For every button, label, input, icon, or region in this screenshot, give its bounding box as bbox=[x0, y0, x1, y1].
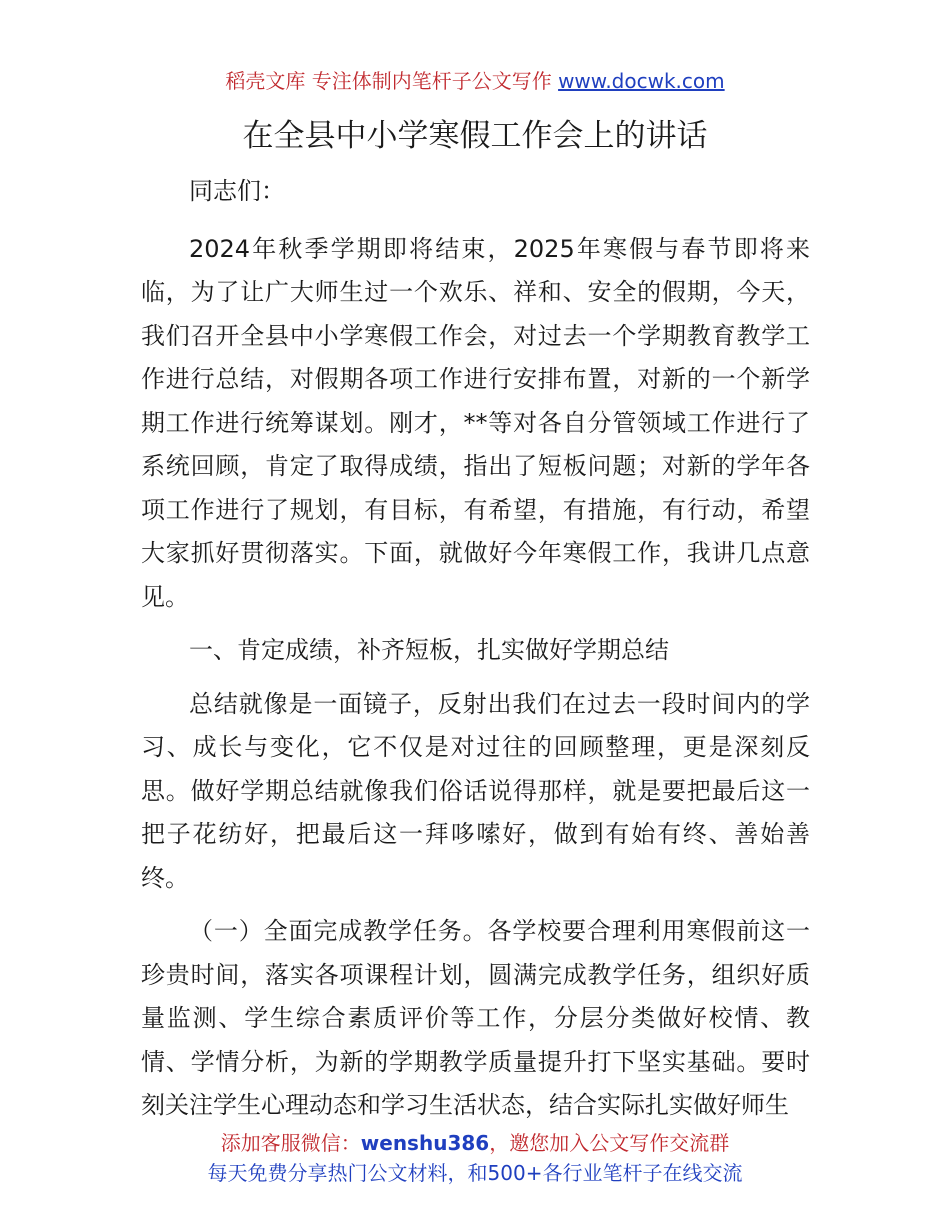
header-website-link[interactable]: www.docwk.com bbox=[558, 69, 725, 93]
paragraph-intro: 2024年秋季学期即将结束，2025年寒假与春节即将来临，为了让广大师生过一个欢乐、祥和、安全的假期，今天，我们召开全县中小学寒假工作会，对过去一个学期教育教学工作进行总结，对假期各项工作进行安排布置，对新的一个新学期工作进行统筹谋划。刚才，**等对各自分管领域工作进行了系统回顾，肯定了取得成绩，指出了短板问题；对新的学年各项工作进行了规划，有目标，有希望，有措施，有行动，希望大家抓好贯彻落实。下面，就做好今年寒假工作，我讲几点意见。 bbox=[141, 234, 810, 611]
greeting: 同志们： bbox=[189, 177, 285, 205]
paragraph-teaching-tasks: （一）全面完成教学任务。各学校要合理利用寒假前这一珍贵时间，落实各项课程计划，圆满完成教学任务，组织好质量监测、学生综合素质评价等工作，分层分类做好校情、教情、学情分析，为新的学期教学质量提升打下坚实基础。要时刻关注学生心理动态和学习生活状态，结合实际扎实做好师生 bbox=[141, 917, 810, 1119]
document-title: 在全县中小学寒假工作会上的讲话 bbox=[242, 118, 708, 154]
document-body bbox=[141, 170, 810, 1119]
footer-wechat-suffix: ，邀您加入公文写作交流群 bbox=[489, 1131, 730, 1155]
paragraph-summary: 总结就像是一面镜子，反射出我们在过去一段时间内的学习、成长与变化，它不仅是对过往的回顾整理，更是深刻反思。做好学期总结就像我们俗话说得那样，就是要把最后这一把子花纺好，把最后这一拜哆嗦好，做到有始有终、善始善终。 bbox=[141, 689, 810, 892]
header-brand-text: 稻壳文库 专注体制内笔杆子公文写作 bbox=[225, 69, 559, 93]
section-heading-1: 一、肯定成绩，补齐短板，扎实做好学期总结 bbox=[189, 636, 669, 664]
footer-promo-line: 每天免费分享热门公文材料，和500+各行业笔杆子在线交流 bbox=[207, 1161, 743, 1185]
footer-wechat-id: wenshu386 bbox=[360, 1131, 490, 1155]
header-banner bbox=[0, 66, 950, 96]
footer-wechat-prefix: 添加客服微信： bbox=[220, 1131, 361, 1155]
footer-wechat-line bbox=[0, 1128, 950, 1158]
